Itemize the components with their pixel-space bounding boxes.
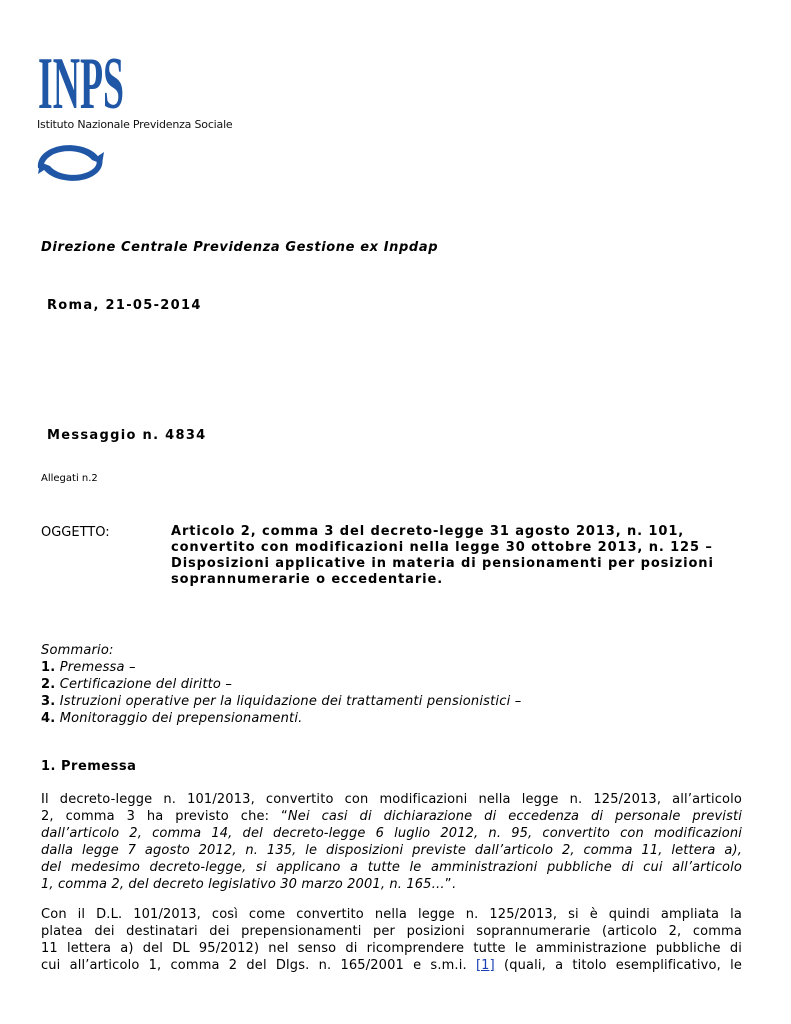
summary-item: 1. Premessa – bbox=[41, 660, 136, 675]
inps-logo bbox=[38, 48, 248, 198]
summary bbox=[41, 642, 521, 727]
oggetto-line: Disposizioni applicative in materia di pensionamenti per posizioni bbox=[171, 556, 714, 571]
summary-title: Sommario: bbox=[41, 643, 114, 658]
summary-item: 2. Certificazione del diritto – bbox=[41, 677, 233, 692]
oggetto-label: OGGETTO: bbox=[41, 525, 110, 540]
logo-subtitle: Istituto Nazionale Previdenza Sociale bbox=[37, 118, 233, 131]
document-date: Roma, 21-05-2014 bbox=[47, 298, 202, 313]
svg-text:INPS: INPS bbox=[38, 48, 124, 112]
oggetto-line: soprannumerarie o eccedentarie. bbox=[171, 572, 444, 587]
summary-item: 3. Istruzioni operative per la liquidazione dei trattamenti pensionistici – bbox=[41, 694, 522, 709]
inps-wordmark bbox=[38, 48, 126, 112]
oggetto-line: convertito con modificazioni nella legge 30 ottobre 2013, n. 125 – bbox=[171, 540, 713, 555]
message-number: Messaggio n. 4834 bbox=[47, 428, 207, 443]
oggetto-line: Articolo 2, comma 3 del decreto-legge 31 agosto 2013, n. 101, bbox=[171, 524, 685, 539]
direzione-title: Direzione Centrale Previdenza Gestione ex Inpdap bbox=[41, 240, 439, 255]
section-heading: 1. Premessa bbox=[41, 759, 137, 774]
paragraph-premessa-2: Con il D.L. 101/2013, così come convertito nella legge n. 125/2013, si è quindi ampliata la platea dei destinatari dei prepensionamenti per posizioni soprannumerarie (articolo 2, comma 11 lettera a) del DL 95/2012) nel senso di ricomprendere tutte le amministrazione pubbliche di cui all’articolo 1, comma 2 del Dlgs. n. 165/2001 e s.m.i. [1] (quali, a titolo esemplificativo, le bbox=[41, 907, 742, 973]
footnote-link[interactable]: [1] bbox=[475, 958, 495, 973]
attachments-count: Allegati n.2 bbox=[41, 473, 98, 484]
logo-swoosh-icon bbox=[32, 138, 108, 188]
oggetto-text bbox=[171, 524, 742, 588]
summary-item: 4. Monitoraggio dei prepensionamenti. bbox=[41, 711, 303, 726]
paragraph-premessa-1: Il decreto-legge n. 101/2013, convertito con modificazioni nella legge n. 125/2013, all’articolo 2, comma 3 ha previsto che: “Nei casi di dichiarazione di eccedenza di personale previsti dall’articolo 2, comma 14, del decreto-legge 6 luglio 2012, n. 95, convertito con modificazioni dalla legge 7 agosto 2012, n. 135, le disposizioni previste dall’articolo 2, comma 11, lettera a), del medesimo decreto-legge, si applicano a tutte le amministrazioni pubbliche di cui all’articolo 1, comma 2, del decreto legislativo 30 marzo 2001, n. 165…”. bbox=[41, 792, 743, 892]
